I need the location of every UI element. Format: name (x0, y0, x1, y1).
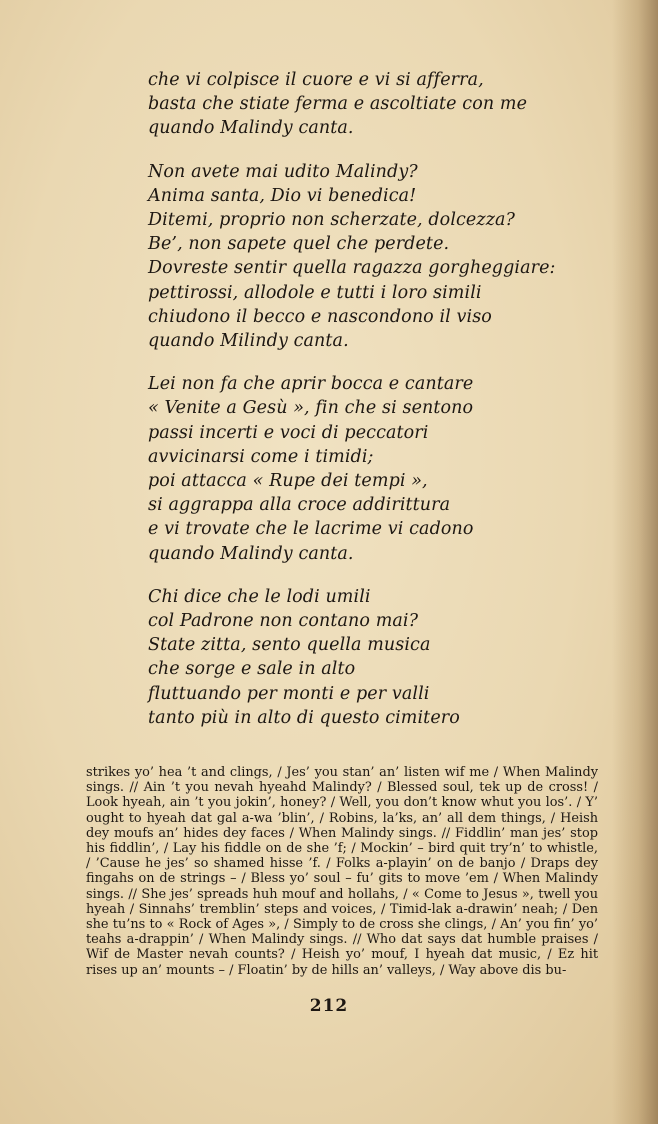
poem-line: Anima santa, Dio vi benedica! (148, 185, 417, 206)
poem-line: passi incerti e voci di peccatori (148, 422, 429, 443)
poem-line: quando Malindy canta. (148, 118, 354, 139)
poem-line: chiudono il becco e nascondono il viso (148, 306, 492, 327)
poem-line: Non avete mai udito Malindy? (148, 161, 418, 182)
poem-line: Dovreste sentir quella ragazza gorgheggiare: (148, 258, 556, 279)
poem-line: che vi colpisce il cuore e vi si afferra, (148, 70, 484, 90)
poem-line: pettirossi, allodole e tutti i loro simili (148, 282, 482, 303)
italian-poem (148, 68, 618, 749)
poem-line: col Padrone non contano mai? (148, 611, 419, 632)
poem-line: avvicinarsi come i timidi; (148, 446, 374, 467)
poem-line: Chi dice che le lodi umili (148, 586, 371, 607)
stanza (148, 372, 618, 566)
poem-line: quando Milindy canta. (148, 331, 349, 352)
poem-line: basta che stiate ferma e ascoltiate con me (148, 94, 528, 115)
poem-line: che sorge e sale in alto (148, 659, 356, 680)
stanza (148, 585, 618, 730)
poem-line: tanto più in alto di questo cimitero (148, 707, 460, 728)
stanza (148, 160, 618, 354)
poem-line: Lei non fa che aprir bocca e cantare (148, 374, 474, 395)
page-number: 212 (309, 996, 349, 1016)
poem-line: quando Malindy canta. (148, 543, 354, 564)
poem-line: si aggrappa alla croce addirittura (148, 495, 451, 516)
poem-line: « Venite a Gesù », fin che si sentono (148, 398, 474, 419)
poem-line: State zitta, sento quella musica (148, 635, 431, 656)
poem-line: Be’, non sapete quel che perdete. (148, 234, 450, 255)
original-text-footnote: strikes yo’ hea ’t and clings, / Jes’ you stan’ an’ listen wif me / When Malindy sings. // Ain ’t you nevah hyeahd Malindy? / Blessed soul, tek up de cross! / Look hyeah, ain ’t you jokin’, honey? / Well, you don’t know whut you los’. / Y’ ought to hyeah dat gal a-wa ’blin’, / Robins, la’ks, an’ all dem things, / Heish dey moufs an’ hides dey faces / When Malindy sings. // Fiddlin’ man jes’ stop his fiddlin’, / Lay his fiddle on de she ’f; / Mockin’ – bird quit try’n’ to whistle, / ’Cause he jes’ so shamed hisse ’f. / Folks a-playin’ on de banjo / Draps dey fingahs on de strings – / Bless yo’ soul – fu’ gits to move ’em / When Malindy sings. // She jes’ spreads huh mouf and hollahs, / « Come to Jesus », twell you hyeah / Sinnahs’ tremblin’ steps and voices, / Timid-lak a-drawin’ neah; / Den she tu’ns to « Rock of Ages », / Simply to de cross she clings, / An’ you fin’ yo’ teahs a-drappin’ / When Malindy sings. // Who dat says dat humble praises / Wif de Master nevah counts? / Heish yo’ mouf, I hyeah dat music, / Ez hit rises up an’ mounts – / Floatin’ by de hills an’ valleys, / Way above dis bu- (86, 765, 598, 978)
poem-line: poi attacca « Rupe dei tempi », (148, 471, 428, 492)
poem-line: e vi trovate che le lacrime vi cadono (148, 519, 474, 540)
poem-line: Ditemi, proprio non scherzate, dolcezza? (148, 210, 516, 231)
stanza (148, 68, 618, 141)
poem-line: fluttuando per monti e per valli (148, 683, 430, 704)
